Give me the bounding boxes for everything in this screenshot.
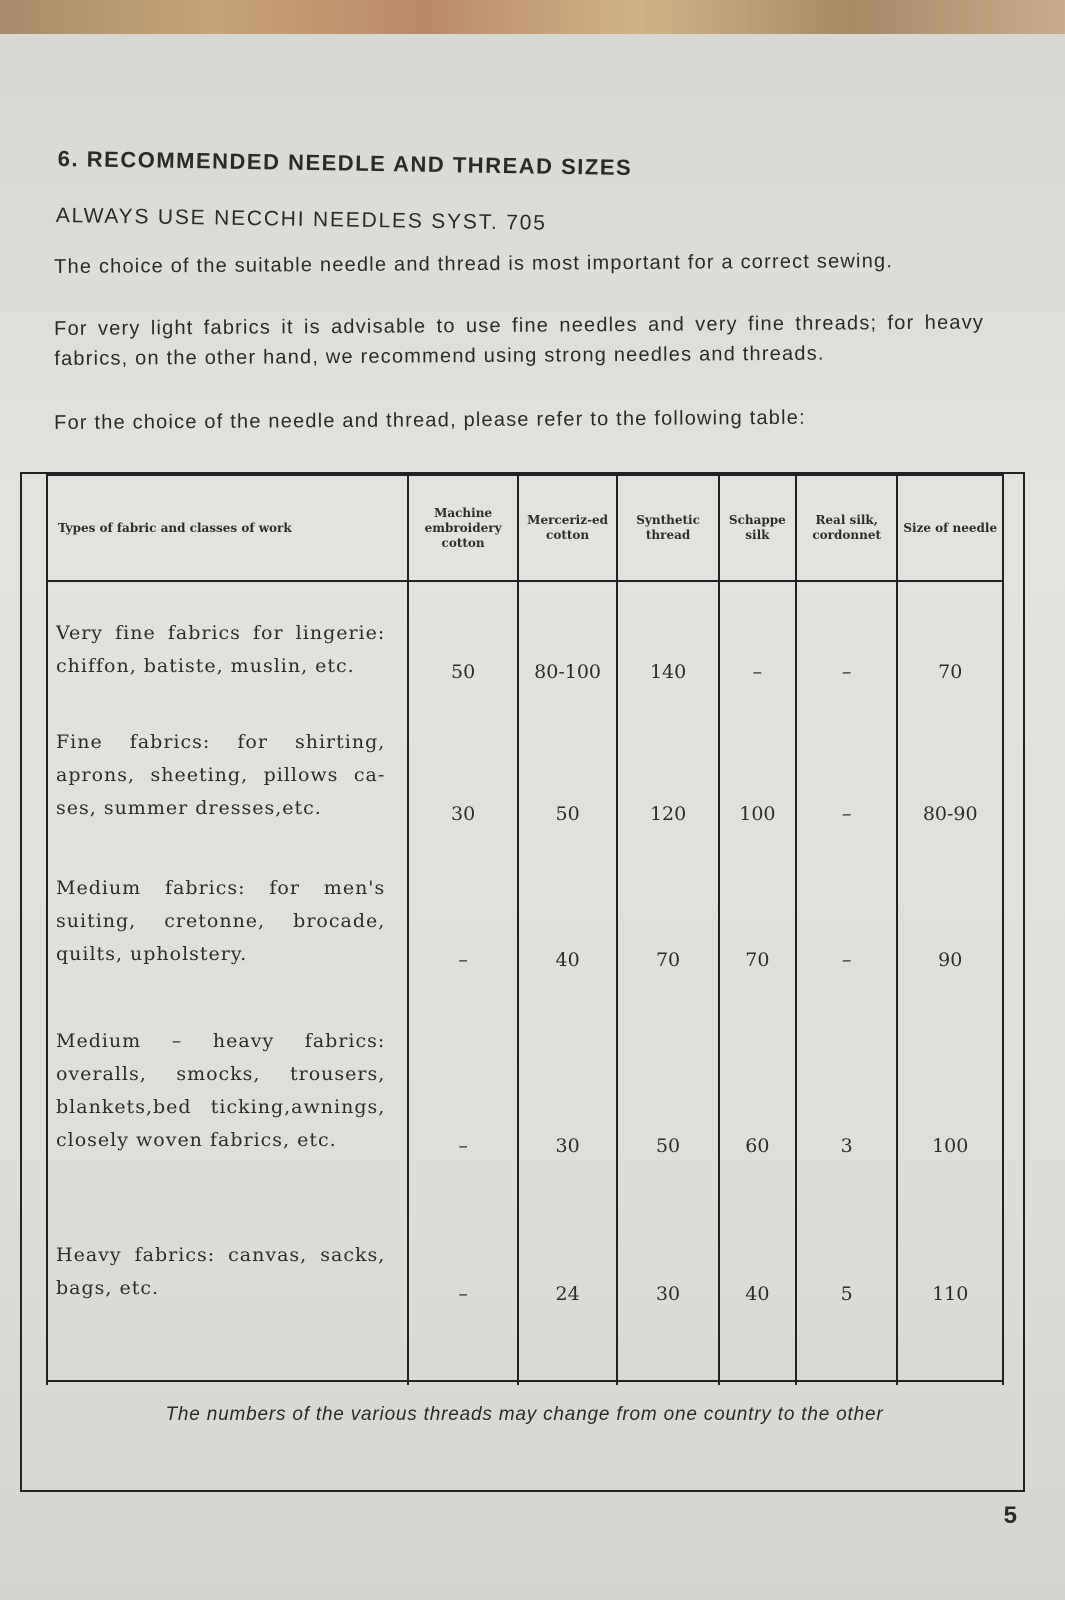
- table-cell: 40: [719, 1175, 796, 1385]
- section-subheading: ALWAYS USE NECCHI NEEDLES SYST. 705: [55, 204, 547, 235]
- needle-thread-table-frame: [20, 472, 1025, 1492]
- table-cell: 80-100: [518, 581, 617, 701]
- table-cell: –: [719, 581, 796, 701]
- table-cell: –: [408, 843, 518, 989]
- table-cell: 50: [518, 701, 617, 843]
- column-header: Merceriz-ed cotton: [518, 475, 617, 581]
- table-divider: [46, 1380, 1004, 1382]
- intro-paragraph-3: For the choice of the needle and thread, please refer to the following table:: [54, 406, 806, 434]
- table-row: [47, 1175, 1003, 1385]
- table-footnote: The numbers of the various threads may change from one country to the other: [165, 1404, 884, 1425]
- table-cell: 30: [518, 989, 617, 1175]
- table-cell: 90: [897, 843, 1003, 989]
- column-header: Schappe silk: [719, 475, 796, 581]
- table-row: [47, 581, 1003, 701]
- section-heading: 6. RECOMMENDED NEEDLE AND THREAD SIZES: [57, 146, 633, 181]
- table-cell: –: [408, 989, 518, 1175]
- table-cell: 100: [719, 701, 796, 843]
- fabric-type-cell: Fine fabrics: for shirting, aprons, sheeting, pillows ca-ses, summer dresses,etc.: [47, 701, 408, 843]
- table-cell: 3: [796, 989, 897, 1175]
- fabric-type-cell: Very fine fabrics for lingerie: chiffon, batiste, muslin, etc.: [47, 581, 408, 701]
- table-cell: 30: [408, 701, 518, 843]
- table-row: [47, 989, 1003, 1175]
- needle-thread-table: [46, 474, 1004, 1385]
- table-cell: 70: [897, 581, 1003, 701]
- table-cell: 110: [897, 1175, 1003, 1385]
- table-cell: 30: [617, 1175, 718, 1385]
- table-cell: 70: [719, 843, 796, 989]
- column-header: Size of needle: [897, 475, 1003, 581]
- column-header: Types of fabric and classes of work: [47, 475, 408, 581]
- table-cell: 80-90: [897, 701, 1003, 843]
- fabric-type-cell: Medium fabrics: for men's suiting, cretonne, brocade, quilts, upholstery.: [47, 843, 408, 989]
- table-cell: –: [796, 843, 897, 989]
- intro-paragraph-1: The choice of the suitable needle and thread is most important for a correct sewing.: [54, 250, 894, 278]
- table-cell: 100: [897, 989, 1003, 1175]
- column-header: Synthetic thread: [617, 475, 718, 581]
- column-header: Machine embroidery cotton: [408, 475, 518, 581]
- table-cell: –: [796, 701, 897, 843]
- table-cell: 60: [719, 989, 796, 1175]
- intro-paragraph-2: For very light fabrics it is advisable to use fine needles and very fine threads; for heavy fabrics, on the other hand, we recommend using strong needles and threads.: [54, 311, 985, 370]
- fabric-type-cell: Medium – heavy fabrics: overalls, smocks, trousers, blankets,bed ticking,awnings, closely woven fabrics, etc.: [47, 989, 408, 1175]
- table-cell: 70: [617, 843, 718, 989]
- table-cell: –: [408, 1175, 518, 1385]
- table-cell: 50: [617, 989, 718, 1175]
- table-cell: 140: [617, 581, 718, 701]
- table-cell: 5: [796, 1175, 897, 1385]
- table-cell: 120: [617, 701, 718, 843]
- manual-page: [0, 34, 1065, 1600]
- table-cell: 40: [518, 843, 617, 989]
- fabric-type-cell: Heavy fabrics: canvas, sacks, bags, etc.: [47, 1175, 408, 1385]
- table-row: [47, 843, 1003, 989]
- table-header-row: [47, 475, 1003, 581]
- page-number: 5: [1003, 1502, 1017, 1529]
- table-cell: –: [796, 581, 897, 701]
- table-cell: 50: [408, 581, 518, 701]
- column-header: Real silk, cordonnet: [796, 475, 897, 581]
- table-row: [47, 701, 1003, 843]
- table-cell: 24: [518, 1175, 617, 1385]
